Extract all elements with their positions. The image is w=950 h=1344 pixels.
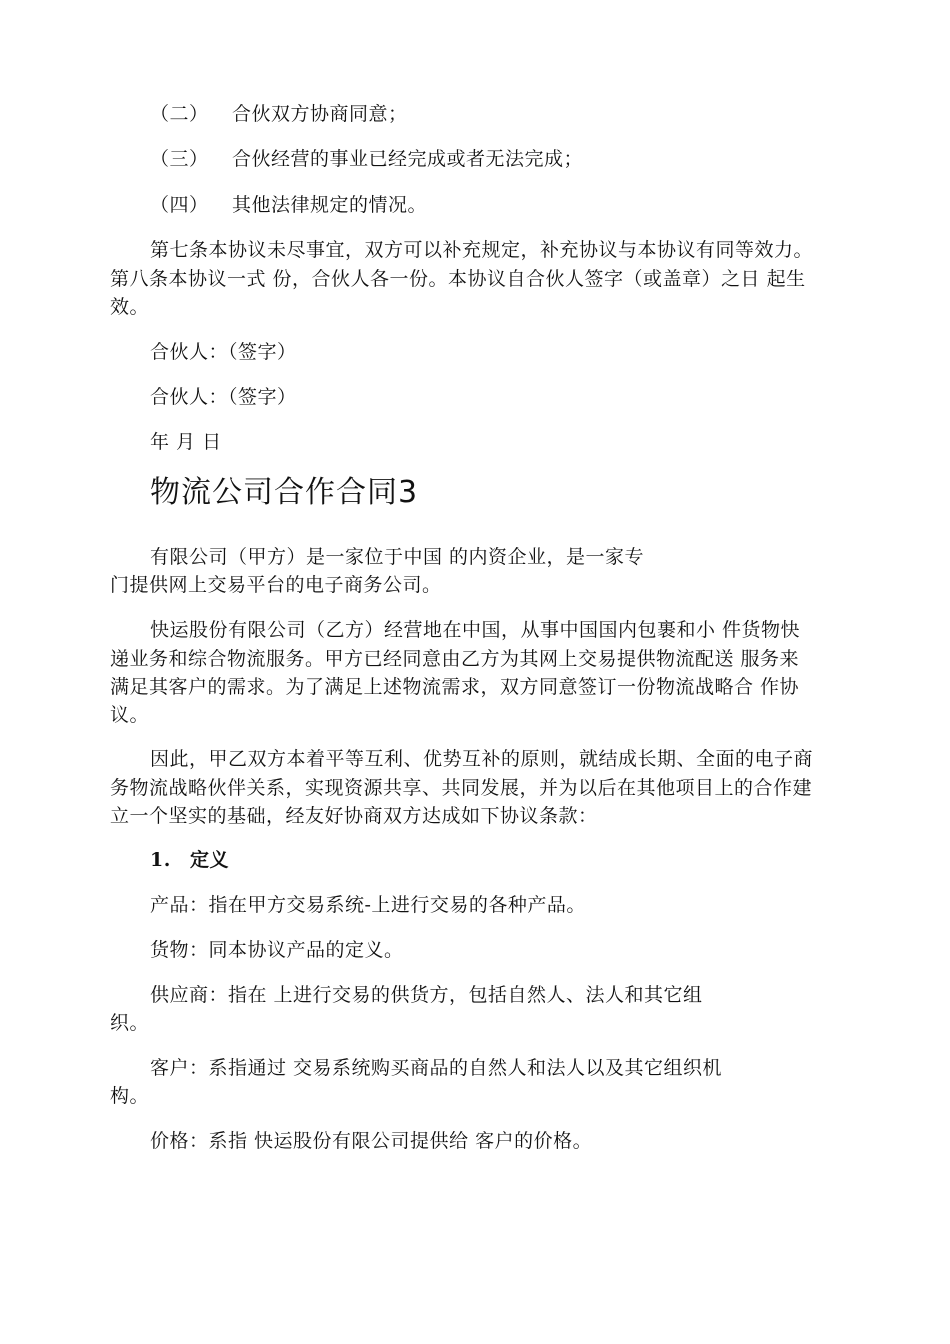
list-item-text: 合伙经营的事业已经完成或者无法完成； [232,148,584,170]
definition-goods: 货物：同本协议产品的定义。 [150,939,404,961]
intro-paragraph-2-cont: 递业务和综合物流服务。甲方已经同意由乙方为其网上交易提供物流配送 服务来 [110,648,800,670]
partner-signature-1: 合伙人：（签字） [150,341,297,363]
article-7-text: 第七条本协议未尽事宜，双方可以补充规定，补充协议与本协议有同等效力。 [150,239,814,261]
intro-paragraph-1: 有限公司（甲方）是一家位于中国 的内资企业，是一家专 [150,546,645,568]
intro-paragraph-1-cont: 门提供网上交易平台的电子商务公司。 [110,574,442,596]
article-8-text-end: 效。 [110,296,150,318]
definition-product: 产品：指在甲方交易系统-上进行交易的各种产品。 [150,894,586,916]
intro-paragraph-2-cont: 议。 [110,704,150,726]
intro-paragraph-2-cont: 满足其客户的需求。为了满足上述物流需求，双方同意签订一份物流战略合 作协 [110,676,800,698]
definitions-heading [150,847,229,873]
definition-price: 价格：系指 快运股份有限公司提供给 客户的价格。 [150,1130,593,1152]
definition-supplier: 供应商：指在 上进行交易的供货方，包括自然人、法人和其它组 [150,984,703,1006]
list-item-text: 其他法律规定的情况。 [232,194,428,216]
intro-paragraph-3: 因此，甲乙双方本着平等互利、优势互补的原则，就结成长期、全面的电子商 [150,748,814,770]
list-item-number: （二） [150,103,209,125]
section-title: 物流公司合作合同3 [150,475,419,510]
partner-signature-2: 合伙人：（签字） [150,386,297,408]
signature-date: 年 月 日 [150,431,222,453]
definition-supplier-cont: 织。 [110,1012,150,1034]
article-8-text: 第八条本协议一式 份，合伙人各一份。本协议自合伙人签字（或盖章）之日 起生 [110,268,806,290]
definition-customer: 客户：系指通过 交易系统购买商品的自然人和法人以及其它组织机 [150,1057,723,1079]
intro-paragraph-3-cont: 立一个坚实的基础，经友好协商双方达成如下协议条款： [110,805,598,827]
definitions-heading-text: 定义 [190,849,230,871]
intro-paragraph-2: 快运股份有限公司（乙方）经营地在中国，从事中国国内包裹和小 件货物快 [150,619,801,641]
list-item [150,146,583,172]
list-item-number: （四） [150,194,209,216]
list-item-number: （三） [150,148,209,170]
intro-paragraph-3-cont: 务物流战略伙伴关系，实现资源共享、共同发展，并为以后在其他项目上的合作建 [110,777,813,799]
definitions-heading-number: 1. [150,849,171,871]
list-item [150,192,427,218]
definition-customer-cont: 构。 [110,1085,150,1107]
list-item-text: 合伙双方协商同意； [232,103,408,125]
list-item [150,101,408,127]
